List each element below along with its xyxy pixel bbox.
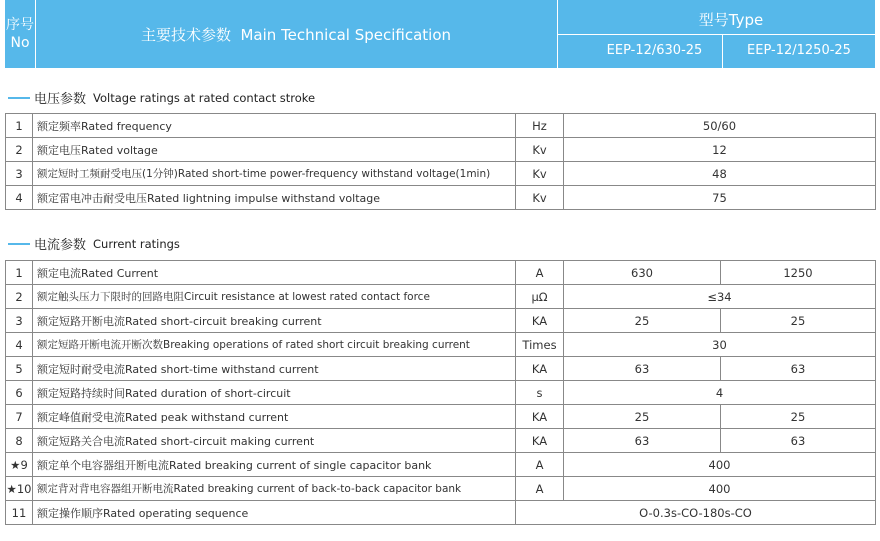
row-value: 4 — [564, 381, 876, 405]
spec-header — [5, 0, 875, 68]
table-row — [6, 138, 876, 162]
row-name: 额定单个电容器组开断电流Rated breaking current of single capacitor bank — [33, 453, 516, 477]
table-row — [6, 309, 876, 333]
row-unit: Hz — [516, 114, 564, 138]
row-no: 11 — [6, 501, 33, 525]
row-no: 4 — [6, 333, 33, 357]
current-table — [5, 260, 876, 525]
table-row — [6, 357, 876, 381]
row-value: ≤34 — [564, 285, 876, 309]
row-unit: Kv — [516, 138, 564, 162]
row-unit: KA — [516, 405, 564, 429]
header-title: 主要技术参数 Main Technical Specification — [140, 26, 452, 44]
row-unit: Kv — [516, 162, 564, 186]
row-name: 额定电压Rated voltage — [33, 138, 516, 162]
row-value-model-1: 25 — [564, 405, 721, 429]
table-row — [6, 333, 876, 357]
header-divider — [557, 34, 875, 35]
row-value: 50/60 — [564, 114, 876, 138]
row-no: 6 — [6, 381, 33, 405]
table-row — [6, 162, 876, 186]
row-value-model-1: 630 — [564, 261, 721, 285]
row-value: 12 — [564, 138, 876, 162]
row-no: 8 — [6, 429, 33, 453]
row-value: 75 — [564, 186, 876, 210]
row-unit: μΩ — [516, 285, 564, 309]
row-value-model-2: 1250 — [721, 261, 876, 285]
row-no: 3 — [6, 309, 33, 333]
section-title-en: Current ratings — [93, 236, 180, 251]
table-row — [6, 381, 876, 405]
table-row — [6, 501, 876, 525]
table-row — [6, 186, 876, 210]
row-value: 400 — [564, 477, 876, 501]
table-row — [6, 429, 876, 453]
row-value-model-1: 63 — [564, 429, 721, 453]
section-title-en: Voltage ratings at rated contact stroke — [93, 90, 316, 105]
table-row — [6, 261, 876, 285]
section-marker — [8, 243, 30, 245]
row-value: 400 — [564, 453, 876, 477]
row-name: 额定短路开断电流Rated short-circuit breaking current — [33, 309, 516, 333]
row-no: 1 — [6, 261, 33, 285]
row-no: ★9 — [6, 453, 33, 477]
section-voltage-title — [8, 88, 315, 107]
row-name: 额定短路开断电流开断次数Breaking operations of rated short circuit breaking current — [33, 333, 516, 357]
table-row — [6, 114, 876, 138]
row-value-model-2: 63 — [721, 357, 876, 381]
row-name: 额定背对背电容器组开断电流Rated breaking current of back-to-back capacitor bank — [33, 477, 516, 501]
row-name: 额定短路持续时间Rated duration of short-circuit — [33, 381, 516, 405]
row-value-model-2: 63 — [721, 429, 876, 453]
row-value: O-0.3s-CO-180s-CO — [516, 501, 876, 525]
row-unit: KA — [516, 357, 564, 381]
row-unit: A — [516, 477, 564, 501]
row-no: 4 — [6, 186, 33, 210]
row-value-model-2: 25 — [721, 405, 876, 429]
row-no: 2 — [6, 138, 33, 162]
row-no: 5 — [6, 357, 33, 381]
header-no-label — [5, 16, 35, 52]
table-row — [6, 477, 876, 501]
row-name: 额定短时耐受电流Rated short-time withstand current — [33, 357, 516, 381]
row-name: 额定短路关合电流Rated short-circuit making current — [33, 429, 516, 453]
section-marker — [8, 97, 30, 99]
row-no: 1 — [6, 114, 33, 138]
row-unit: A — [516, 453, 564, 477]
row-no: ★10 — [6, 477, 33, 501]
row-value-model-1: 25 — [564, 309, 721, 333]
row-name: 额定短时工频耐受电压(1分钟)Rated short-time power-frequency withstand voltage(1min) — [33, 162, 516, 186]
section-title-zh: 电流参数 — [34, 238, 87, 253]
table-row — [6, 405, 876, 429]
row-value-model-1: 63 — [564, 357, 721, 381]
row-unit: A — [516, 261, 564, 285]
row-no: 3 — [6, 162, 33, 186]
header-type-label: 型号Type — [698, 11, 764, 29]
row-name: 额定触头压力下限时的回路电阻Circuit resistance at lowest rated contact force — [33, 285, 516, 309]
row-value-model-2: 25 — [721, 309, 876, 333]
section-current-title — [8, 234, 180, 253]
row-no: 7 — [6, 405, 33, 429]
row-unit: Kv — [516, 186, 564, 210]
header-no-en: No — [10, 35, 30, 51]
row-name: 额定峰值耐受电流Rated peak withstand current — [33, 405, 516, 429]
header-model-1: EEP-12/630-25 — [606, 43, 703, 58]
row-name: 额定雷电冲击耐受电压Rated lightning impulse withstand voltage — [33, 186, 516, 210]
voltage-table — [5, 113, 876, 210]
row-name: 额定操作顺序Rated operating sequence — [33, 501, 516, 525]
section-title-zh: 电压参数 — [34, 92, 87, 107]
row-unit: KA — [516, 429, 564, 453]
row-unit: s — [516, 381, 564, 405]
header-model-2: EEP-12/1250-25 — [747, 43, 851, 58]
row-unit: Times — [516, 333, 564, 357]
row-name: 额定电流Rated Current — [33, 261, 516, 285]
row-no: 2 — [6, 285, 33, 309]
row-value: 30 — [564, 333, 876, 357]
row-name: 额定频率Rated frequency — [33, 114, 516, 138]
row-value: 48 — [564, 162, 876, 186]
header-no-zh: 序号 — [6, 17, 34, 33]
table-row — [6, 453, 876, 477]
table-row — [6, 285, 876, 309]
row-unit: KA — [516, 309, 564, 333]
